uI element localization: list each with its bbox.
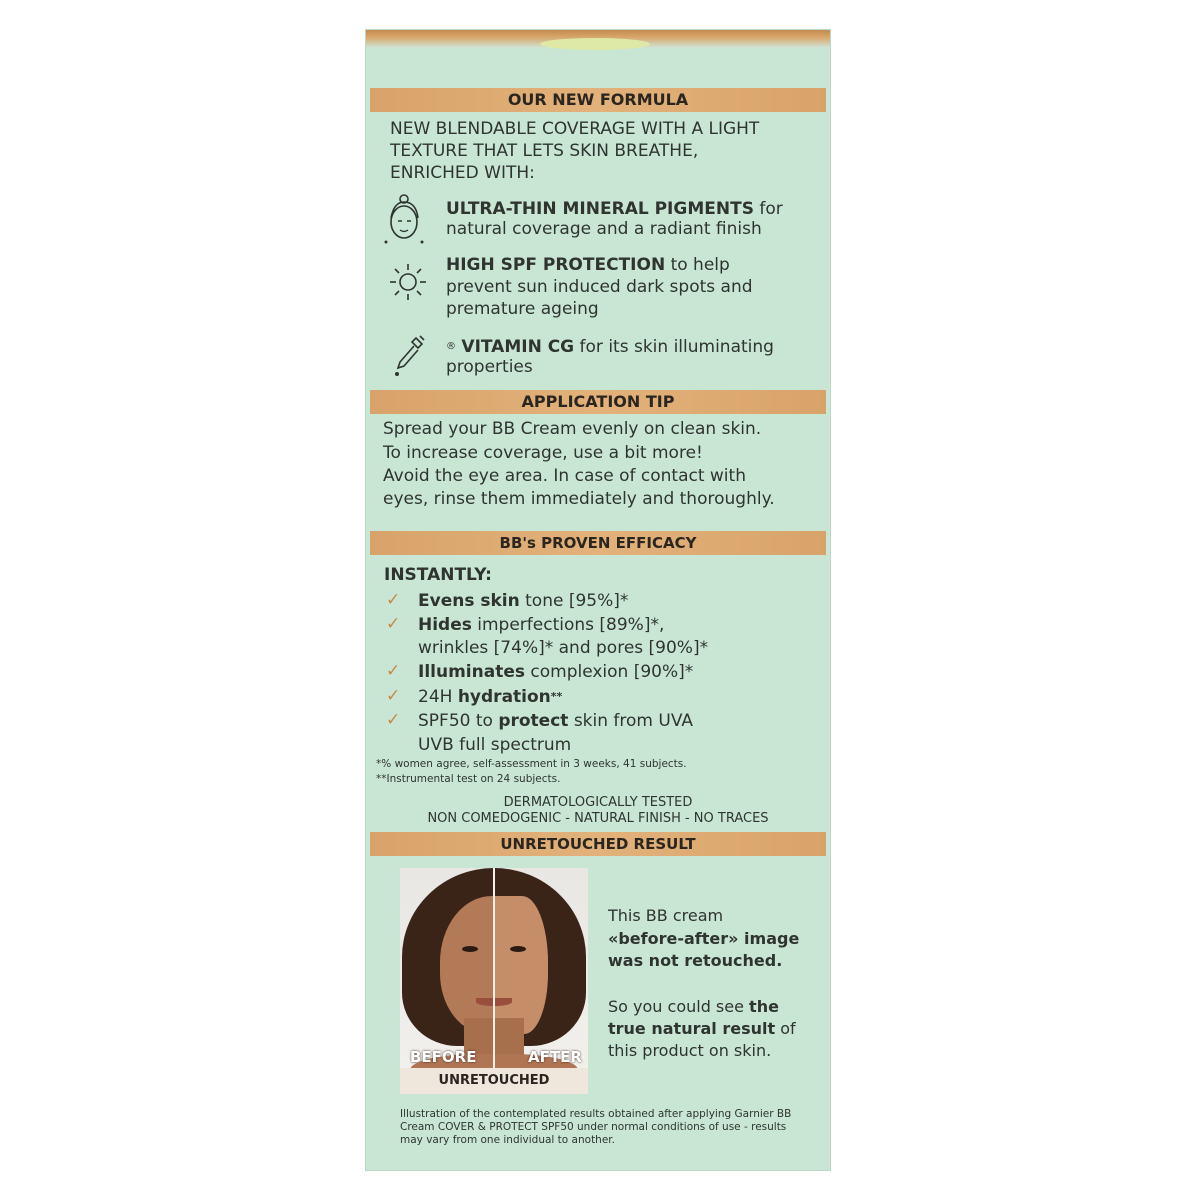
result-p1-line1: This BB cream <box>608 906 724 925</box>
formula-item2-bold: HIGH SPF PROTECTION <box>446 255 666 275</box>
efficacy-item-5 <box>418 710 693 732</box>
formula-item3-mark: ® <box>446 341 456 352</box>
efficacy-item-5-rest: skin from UVA <box>568 711 694 731</box>
photo-eye-left <box>462 946 478 952</box>
sun-icon <box>388 262 428 302</box>
efficacy-instantly: INSTANTLY: <box>384 565 492 585</box>
unretouched-label: UNRETOUCHED <box>400 1068 588 1094</box>
efficacy-item-4 <box>418 686 562 708</box>
result-heading: UNRETOUCHED RESULT <box>370 832 826 856</box>
efficacy-item-4-pre: 24H <box>418 687 458 707</box>
dropper-icon <box>392 332 428 378</box>
efficacy-item-3-bold: Illuminates <box>418 662 525 682</box>
formula-item3-bold: VITAMIN CG <box>461 337 575 357</box>
formula-item1-rest: for <box>753 199 783 219</box>
check-icon: ✓ <box>386 614 401 634</box>
result-p2-line3: this product on skin. <box>608 1041 772 1060</box>
before-label: BEFORE <box>410 1048 477 1066</box>
efficacy-item-3 <box>418 661 693 683</box>
after-label: AFTER <box>528 1048 582 1066</box>
formula-item1-line2: natural coverage and a radiant finish <box>446 219 762 239</box>
formula-item2-line3: premature ageing <box>446 299 599 319</box>
application-line-4: eyes, rinse them immediately and thoroughly. <box>383 489 775 509</box>
efficacy-item-2-line2: wrinkles [74%]* and pores [90%]* <box>418 638 709 658</box>
formula-item2-rest: to help <box>665 255 730 275</box>
formula-item2-line2: prevent sun induced dark spots and <box>446 277 753 297</box>
formula-heading: OUR NEW FORMULA <box>370 88 826 112</box>
application-line-1: Spread your BB Cream evenly on clean skin. <box>383 419 762 439</box>
efficacy-item-5-line2: UVB full spectrum <box>418 735 572 755</box>
formula-item2-line1 <box>446 254 730 276</box>
check-icon: ✓ <box>386 661 401 681</box>
check-icon: ✓ <box>386 686 401 706</box>
result-p2-line2 <box>608 1018 796 1040</box>
before-after-photo <box>400 868 588 1094</box>
efficacy-item-1 <box>418 590 628 612</box>
result-p1-line3: was not retouched. <box>608 951 783 970</box>
efficacy-item-2 <box>418 614 664 636</box>
photo-divider <box>493 868 495 1068</box>
formula-item1-line1 <box>446 198 783 220</box>
formula-item3-line1 <box>446 336 774 358</box>
efficacy-item-5-pre: SPF50 to <box>418 711 499 731</box>
efficacy-footnote-2: **Instrumental test on 24 subjects. <box>376 773 561 785</box>
result-p2-line1 <box>608 996 779 1018</box>
photo-face-after <box>494 896 548 1034</box>
check-icon: ✓ <box>386 710 401 730</box>
box-top-mark <box>540 38 650 50</box>
efficacy-heading: BB's PROVEN EFFICACY <box>370 531 826 555</box>
result-p2-line1-text: So you could see <box>608 997 750 1016</box>
disclaimer-1: Illustration of the contemplated results obtained after applying Garnier BB <box>400 1108 792 1120</box>
formula-item1-bold: ULTRA-THIN MINERAL PIGMENTS <box>446 199 754 219</box>
application-heading: APPLICATION TIP <box>370 390 826 414</box>
non-comedogenic: NON COMEDOGENIC - NATURAL FINISH - NO TRACES <box>427 811 769 826</box>
result-p2-line2-rest: of <box>775 1019 796 1038</box>
disclaimer-3: may vary from one individual to another. <box>400 1134 615 1146</box>
formula-item3-line2: properties <box>446 357 533 377</box>
efficacy-item-1-bold: Evens skin <box>418 591 520 611</box>
result-p2-line1-bold: the <box>749 997 779 1016</box>
disclaimer-2: Cream COVER & PROTECT SPF50 under normal conditions of use - results <box>400 1121 787 1133</box>
formula-intro-3: ENRICHED WITH: <box>390 163 535 183</box>
result-p2-line2-bold: true natural result <box>608 1019 776 1038</box>
efficacy-item-4-rest: ** <box>550 690 563 703</box>
efficacy-item-1-rest: tone [95%]* <box>519 591 629 611</box>
formula-intro-1: NEW BLENDABLE COVERAGE WITH A LIGHT <box>390 119 760 139</box>
dermatologically-tested: DERMATOLOGICALLY TESTED <box>503 795 693 810</box>
photo-eye-right <box>510 946 526 952</box>
efficacy-item-4-bold: hydration <box>457 687 551 707</box>
efficacy-item-2-rest: imperfections [89%]*, <box>471 615 665 635</box>
efficacy-item-2-bold: Hides <box>418 615 472 635</box>
formula-item3-rest: for its skin illuminating <box>574 337 774 357</box>
check-icon: ✓ <box>386 590 401 610</box>
formula-intro-2: TEXTURE THAT LETS SKIN BREATHE, <box>390 141 699 161</box>
application-line-3: Avoid the eye area. In case of contact with <box>383 466 746 486</box>
efficacy-item-3-rest: complexion [90%]* <box>524 662 694 682</box>
efficacy-footnote-1: *% women agree, self-assessment in 3 weeks, 41 subjects. <box>376 758 687 770</box>
application-line-2: To increase coverage, use a bit more! <box>383 443 703 463</box>
face-icon <box>382 192 428 248</box>
efficacy-item-5-bold: protect <box>498 711 569 731</box>
result-p1-line2: «before-after» image <box>608 929 800 948</box>
